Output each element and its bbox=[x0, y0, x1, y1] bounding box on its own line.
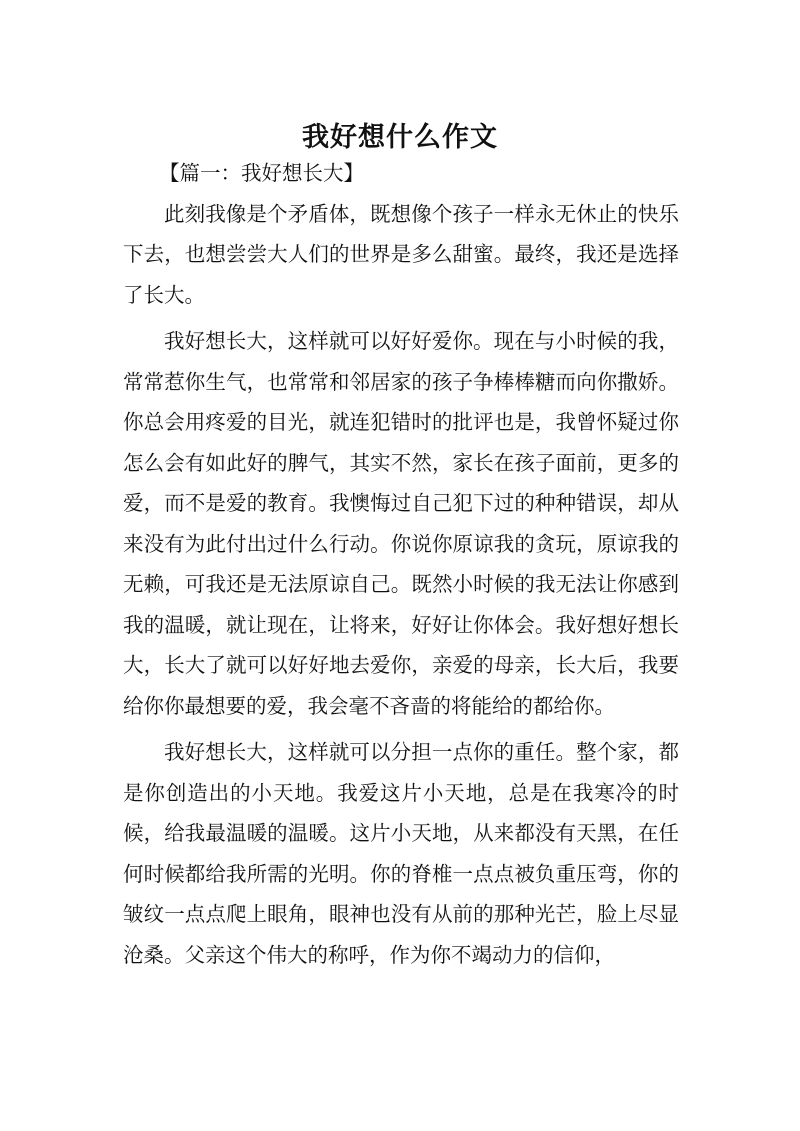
paragraph-1: 此刻我像是个矛盾体，既想像个孩子一样永无休止的快乐下去，也想尝尝大人们的世界是多么甜蜜。最终，我还是选择了长大。 bbox=[123, 201, 679, 307]
section-heading: 【篇一：我好想长大】 bbox=[159, 161, 364, 185]
paragraph-2: 我好想长大，这样就可以好好爱你。现在与小时候的我，常常惹你生气，也常常和邻居家的孩子争棒棒糖而向你撒娇。你总会用疼爱的目光，就连犯错时的批评也是，我曾怀疑过你怎么会有如此好的脾气，其实不然，家长在孩子面前，更多的爱，而不是爱的教育。我懊悔过自己犯下过的种种错误，却从来没有为此付出过什么行动。你说你原谅我的贪玩，原谅我的无赖，可我还是无法原谅自己。既然小时候的我无法让你感到我的温暖，就让现在，让将来，好好让你体会。我好想好想长大，长大了就可以好好地去爱你，亲爱的母亲，长大后，我要给你你最想要的爱，我会毫不吝啬的将能给的都给你。 bbox=[123, 329, 679, 718]
paragraph-3: 我好想长大，这样就可以分担一点你的重任。整个家，都是你创造出的小天地。我爱这片小天地，总是在我寒冷的时候，给我最温暖的温暖。这片小天地，从来都没有天黑，在任何时候都给我所需的光明。你的脊椎一点点被负重压弯，你的皱纹一点点爬上眼角，眼神也没有从前的那种光芒，脸上尽显沧桑。父亲这个伟大的称呼，作为你不竭动力的信仰， bbox=[123, 740, 679, 967]
document-body bbox=[123, 153, 679, 975]
document-title: 我好想什么作文 bbox=[302, 122, 498, 154]
